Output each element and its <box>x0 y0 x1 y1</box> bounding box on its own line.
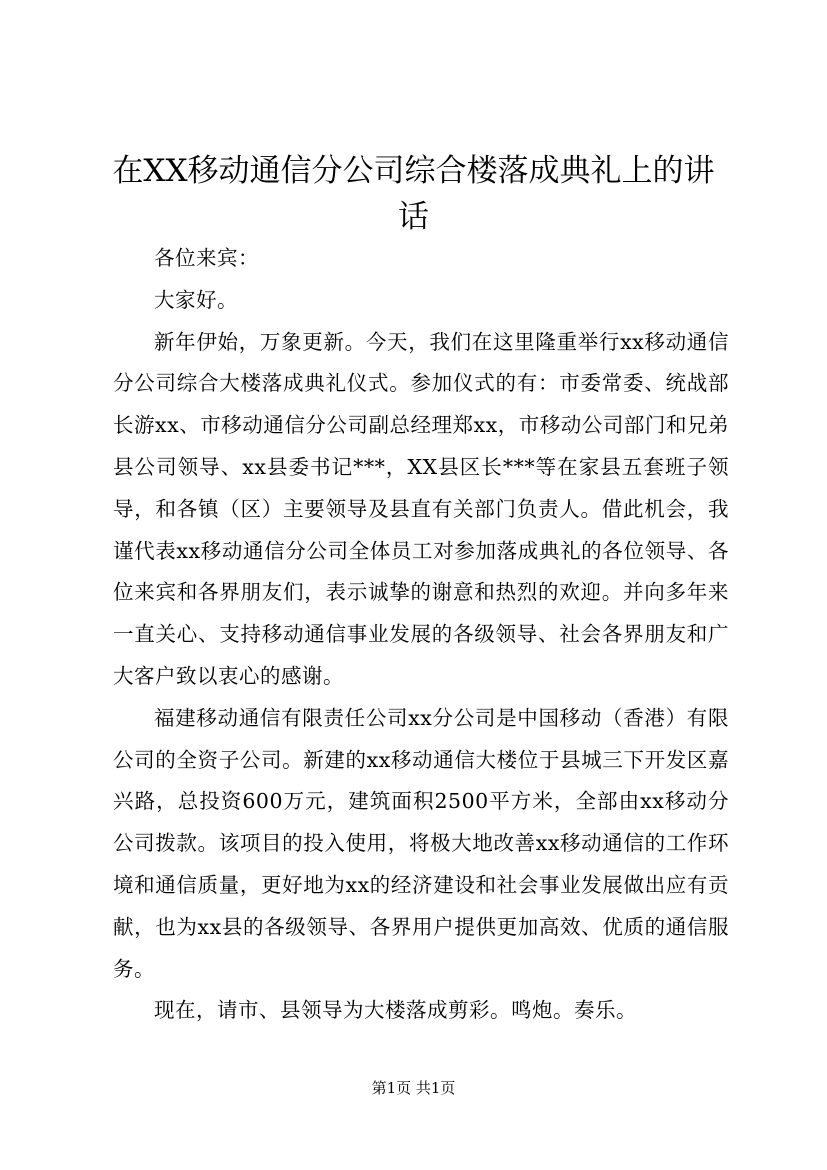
paragraph-company-intro: 福建移动通信有限责任公司xx分公司是中国移动（香港）有限公司的全资子公司。新建的xx移动通信大楼位于县城三下开发区嘉兴路，总投资600万元，建筑面积2500平方米，全部由xx移动分公司拨款。该项目的投入使用，将极大地改善xx移动通信的工作环境和通信质量，更好地为xx的经济建设和社会事业发展做出应有贡献，也为xx县的各级领导、各界用户提供更加高效、优质的通信服务。 <box>113 705 729 981</box>
salutation: 各位来宾： <box>154 246 259 270</box>
document-title: 在XX移动通信分公司综合楼落成典礼上的讲话 <box>112 153 715 235</box>
page-number-footer: 第1页 共1页 <box>371 1079 456 1097</box>
document-body <box>113 238 729 1032</box>
paragraph-opening: 新年伊始，万象更新。今天，我们在这里隆重举行xx移动通信分公司综合大楼落成典礼仪式。参加仪式的有：市委常委、统战部长游xx、市移动通信分公司副总经理郑xx，市移动公司部门和兄弟县公司领导、xx县委书记***，XX县区长***等在家县五套班子领导，和各镇（区）主要领导及县直有关部门负责人。借此机会，我谨代表xx移动通信分公司全体员工对参加落成典礼的各位领导、各位来宾和各界朋友们，表示诚挚的谢意和热烈的欢迎。并向多年来一直关心、支持移动通信事业发展的各级领导、社会各界朋友和广大客户致以衷心的感谢。 <box>113 329 729 688</box>
greeting: 大家好。 <box>154 287 238 312</box>
paragraph-closing: 现在，请市、县领导为大楼落成剪彩。鸣炮。奏乐。 <box>154 998 637 1023</box>
